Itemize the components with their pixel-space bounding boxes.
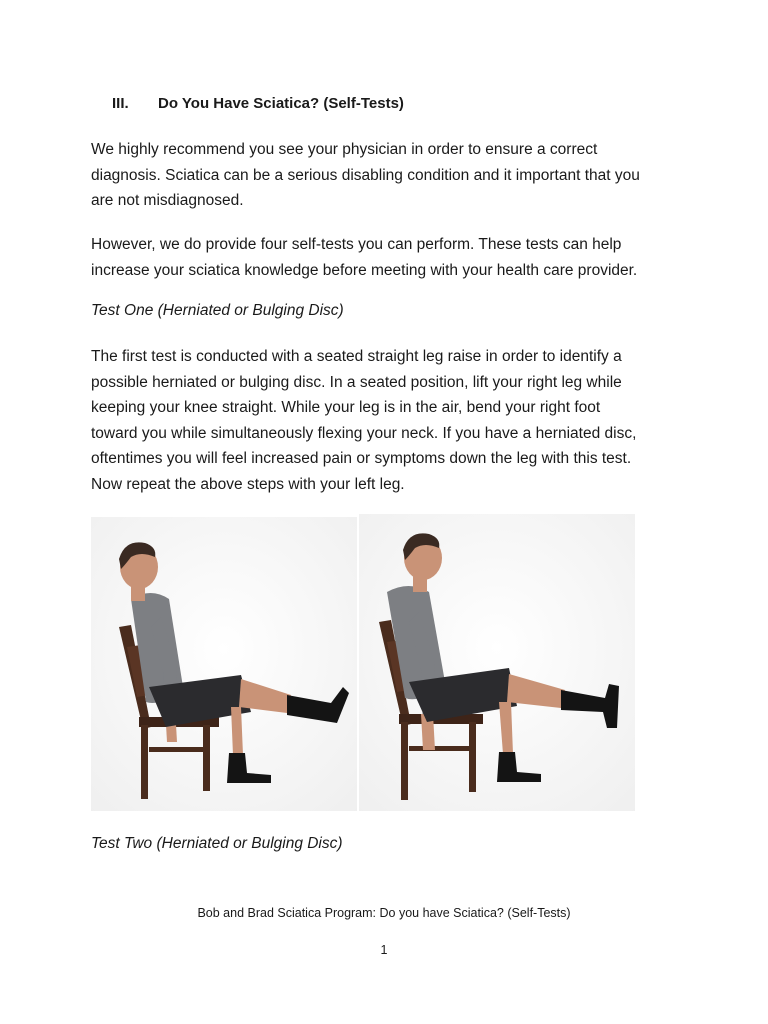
intro-line: We highly recommend you see your physician in order to ensure a correct [91,141,598,158]
section-title: Do You Have Sciatica? (Self-Tests) [158,95,404,112]
test-one-paragraph [91,344,691,497]
test-one-line: possible herniated or bulging disc. In a seated position, lift your right leg while [91,373,622,391]
selftests-paragraph [91,232,691,283]
test-one-line: oftentimes you will feel increased pain or symptoms down the leg with this test. [91,450,632,467]
intro-line: are not misdiagnosed. [91,192,244,209]
selftests-line: increase your sciatica knowledge before meeting with your health care provider. [91,261,638,279]
test-one-title: Test One (Herniated or Bulging Disc) [91,302,344,319]
test-one-line: keeping your knee straight. While your leg is in the air, bend your right foot [91,399,601,416]
test-two-title: Test Two (Herniated or Bulging Disc) [91,835,343,852]
section-heading [112,95,404,112]
seated-leg-raise-illustration-1 [91,517,357,811]
test-one-line: Now repeat the above steps with your left leg. [91,475,405,493]
test-one-line: toward you while simultaneously flexing your neck. If you have a herniated disc, [91,424,637,442]
intro-line: diagnosis. Sciatica can be a serious disabling condition and it important that you [91,166,640,184]
intro-paragraph [91,137,691,214]
section-number: III. [112,95,129,112]
selftests-line: However, we do provide four self-tests you can perform. These tests can help [91,236,622,253]
page-footer: Bob and Brad Sciatica Program: Do you have Sciatica? (Self-Tests) [197,906,571,920]
seated-leg-raise-illustration-2 [359,514,635,811]
page-number: 1 [380,943,388,957]
photo-seated-leg-raise-2 [359,514,635,811]
photo-seated-leg-raise-1 [91,517,357,811]
test-one-line: The first test is conducted with a seated straight leg raise in order to identify a [91,348,622,365]
